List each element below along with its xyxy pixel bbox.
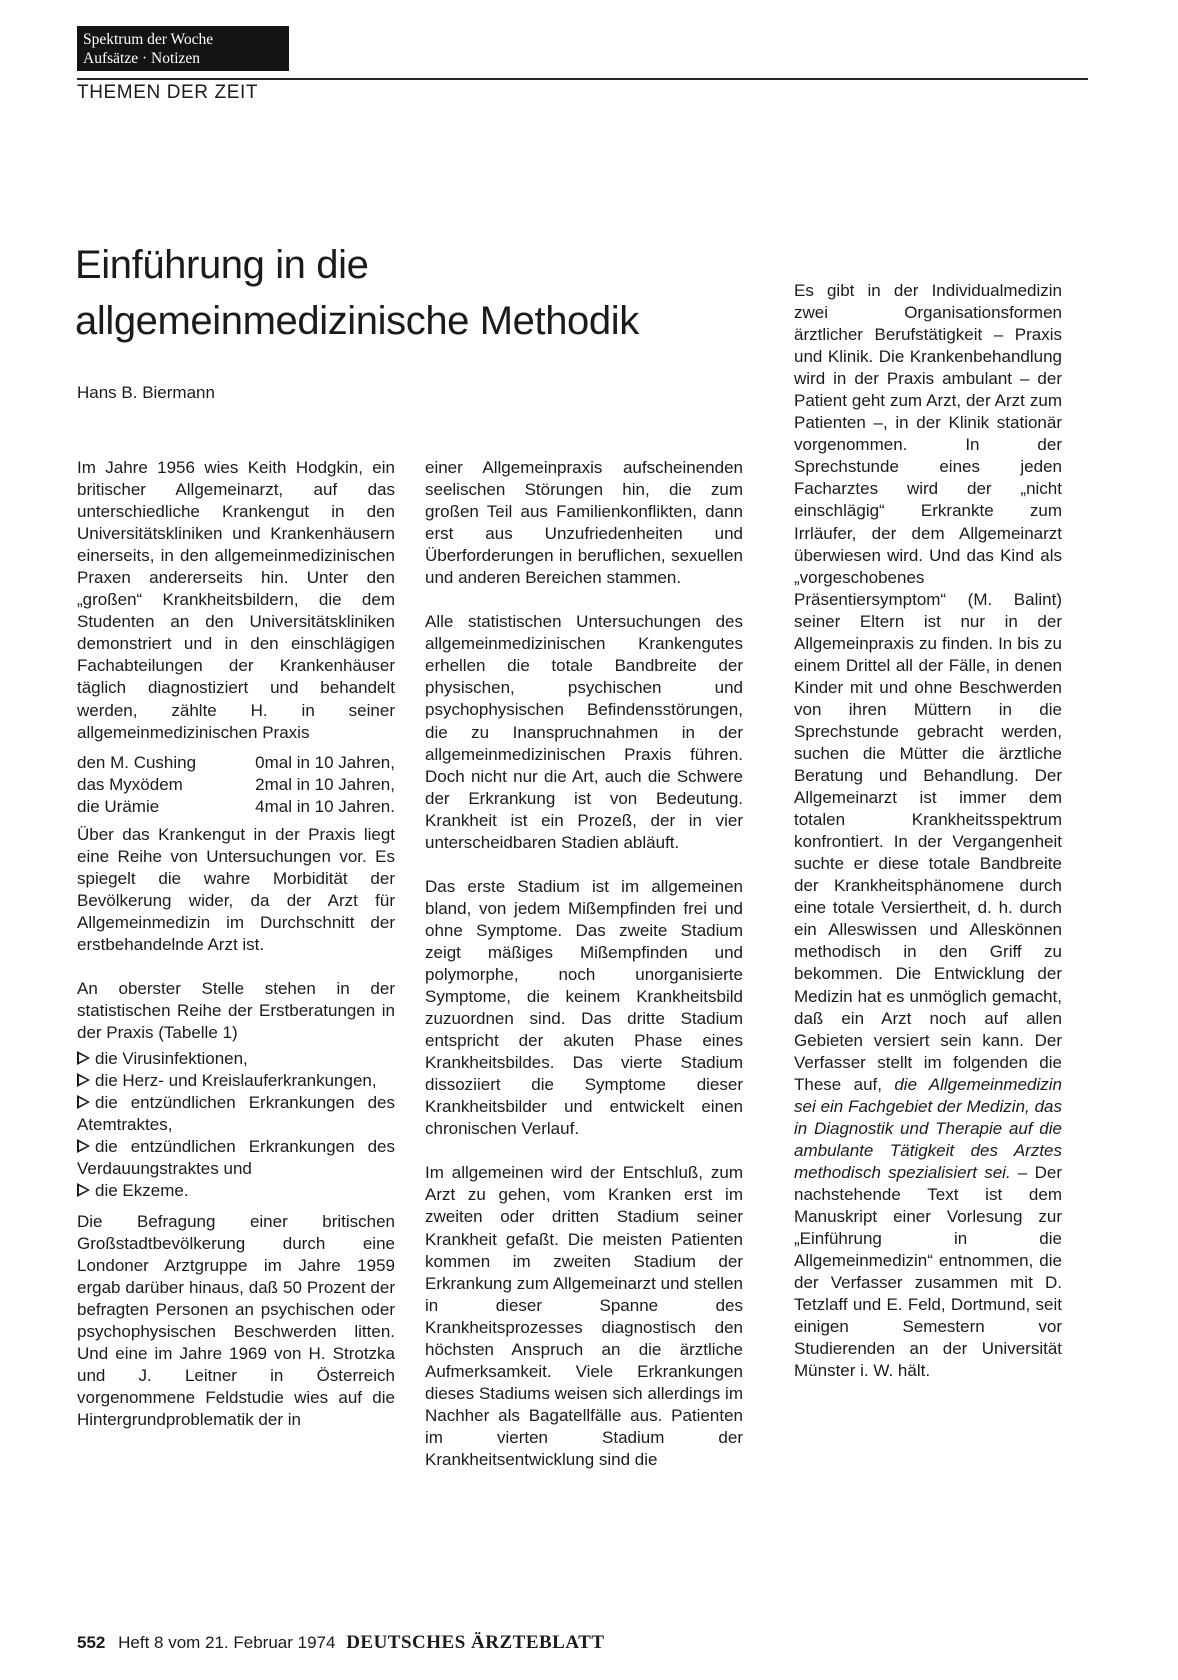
col2-paragraph-1: einer Allgemeinpraxis aufscheinenden seelischen Störungen hin, die zum großen Teil aus Familienkonflikten, dann erst aus Unzufriedenheiten und Überforderungen in beruflichen, sexuellen und anderen Bereichen stammen. xyxy=(425,458,743,588)
section-label: THEMEN DER ZEIT xyxy=(77,82,259,103)
header-rule xyxy=(77,78,1088,80)
page-footer xyxy=(77,1632,605,1654)
col1-paragraph-2: Über das Krankengut in der Praxis liegt eine Reihe von Untersuchungen vor. Es spiegelt die wahre Morbidität der Bevölkerung wider, da der Arzt für Allgemeinmedizin im Durchschnitt der erstbehandelnde Arzt ist. xyxy=(77,824,395,954)
col1-paragraph-1: Im Jahre 1956 wies Keith Hodgkin, ein britischer Allgemeinarzt, auf das unterschiedliche Krankengut in den Universitätskliniken und Krankenhäusern einerseits, in den allgemeinmedizinischen Praxen andererseits hin. Unter den „großen“ Krankheitsbildern, die dem Studenten an den Universitätskliniken demonstriert und in den einschlägigen Fachabteilungen der Krankenhäuser täglich diagnostiziert und behandelt werden, zählte H. in seiner allgemeinmedizinischen Praxis xyxy=(77,458,395,742)
list-item: die Ekzeme. xyxy=(77,1180,395,1202)
title-line-1: Einführung in die xyxy=(75,243,369,287)
list-item: die Herz- und Kreislauferkrankungen, xyxy=(77,1070,395,1092)
col3-text-end: – Der nachstehende Text ist dem Manuskript einer Vorlesung zur „Einführung in die Allgemeinmedizin“ entnommen, die der Verfasser zusammen mit D. Tetzlaff und E. Feld, Dortmund, seit einigen Semestern vor Studierenden an der Universität Münster i. W. hält. xyxy=(794,1162,1062,1381)
table-cell-disease: das Myxödem xyxy=(77,774,183,794)
triangle-bullet-icon xyxy=(77,1073,90,1087)
col3-text-start: Es gibt in der Individualmedizin zwei Organisationsformen ärztlicher Berufstätigkeit – Praxis und Klinik. Die Krankenbehandlung wird in der Praxis ambulant – der Patient geht zum Arzt, der Arzt zum Patienten –, in der Klinik stationär vorgenommen. In der Sprechstunde eines jeden Facharztes wird der „nicht einschlägig“ Erkrankte zum Irrläufer, der dem Allgemeinarzt überwiesen wird. Und das Kind als „vorgeschobenes Präsentiersymptom“ (M. Balint) seiner Eltern ist nur in der Allgemeinpraxis zu finden. In bis zu einem Drittel all der Fälle, in denen Kinder mit und ohne Beschwerden von ihren Müttern in die Sprechstunde gebracht werden, suchen die Mütter die ärztliche Beratung und Behandlung. Der Allgemeinarzt ist immer dem totalen Krankheitsspektrum konfrontiert. In der Vergangenheit suchte er diese totale Bandbreite der Krankheitsphänomene durch eine totale Versiertheit, d. h. durch ein Alleswissen und Alleskönnen methodisch in den Griff zu bekommen. Die Entwicklung der Medizin hat es unmöglich gemacht, daß ein Arzt noch auf allen Gebieten versiert sein kann. Der Verfasser stellt im folgenden die These auf, xyxy=(794,281,1062,1094)
col2-paragraph-3: Das erste Stadium ist im allgemeinen bland, von jedem Mißempfinden frei und ohne Symptome. Das zweite Stadium zeigt mäßiges Mißempfinden und polymorphe, noch unorganisierte Symptome, die keinem Krankheitsbild zuzuordnen sind. Das dritte Stadium entspricht der akuten Phase eines Krankheitsbildes. Das vierte Stadium dissoziiert die Symptome dieser Krankheitsbilder und entwickelt einen chronischen Verlauf. xyxy=(425,876,743,1139)
triangle-bullet-icon xyxy=(77,1051,90,1065)
col2-paragraph-2: Alle statistischen Untersuchungen des allgemeinmedizinischen Krankengutes erhellen die totale Bandbreite der physischen, psychischen und psychophysischen Befindensstörungen, die zu Inanspruchnahmen in der allgemeinmedizinischen Praxis führen. Doch nicht nur die Art, auch die Schwere der Erkrankung ist von Bedeutung. Krankheit ist ein Prozeß, der in vier unterscheidbaren Stadien abläuft. xyxy=(425,612,743,852)
page-number: 552 xyxy=(77,1633,106,1652)
table-row xyxy=(77,752,395,774)
table-cell-disease: den M. Cushing xyxy=(77,752,197,772)
col2-paragraph-4: Im allgemeinen wird der Entschluß, zum Arzt zu gehen, vom Kranken erst im zweiten oder dritten Stadium seiner Krankheit gefaßt. Die meisten Patienten kommen im zweiten Stadium der Erkrankung zum Allgemeinarzt und stellen in dieser Spanne des Krankheitsprozesses diagnostisch den höchsten Anspruch an die ärztliche Aufmerksamkeit. Viele Erkrankungen dieses Stadiums weisen sich allerdings im Nachher als Bagatellfälle aus. Patienten im vierten Stadium der Krankheitsentwicklung sind die xyxy=(425,1163,743,1469)
column-3 xyxy=(794,280,1062,1404)
table-cell-disease: die Urämie xyxy=(77,796,160,816)
col1-paragraph-4: Die Befragung einer britischen Großstadtbevölkerung durch eine Londoner Arztgruppe im Jahre 1959 ergab darüber hinaus, daß 50 Prozent der befragten Personen an psychischen oder psychophysischen Beschwerden litten. Und eine im Jahre 1969 von H. Strotzka und J. Leitner in Österreich vorgenommene Feldstudie wies auf die Hintergrundproblematik der in xyxy=(77,1211,395,1429)
journal-name: DEUTSCHES ÄRZTEBLATT xyxy=(346,1632,605,1653)
table-cell-count: 4mal in 10 Jahren. xyxy=(255,796,395,816)
badge-line-1: Spektrum der Woche xyxy=(83,31,214,48)
table-cell-count: 0mal in 10 Jahren, xyxy=(255,752,395,772)
author: Hans B. Biermann xyxy=(77,383,215,402)
column-2 xyxy=(425,457,743,1493)
list-item: die entzündlichen Erkrankungen des Verdauungstraktes und xyxy=(77,1137,395,1179)
col1-paragraph-3: An oberster Stelle stehen in der statistischen Reihe der Erstberatungen in der Praxis (Tabelle 1) xyxy=(77,979,395,1043)
badge-line-2: Aufsätze · Notizen xyxy=(83,50,201,67)
table-row xyxy=(77,774,395,796)
statistics-table xyxy=(77,752,395,818)
list-item: die entzündlichen Erkrankungen des Atemtraktes, xyxy=(77,1093,395,1135)
triangle-bullet-icon xyxy=(77,1139,90,1153)
article-title xyxy=(75,237,765,349)
triangle-bullet-icon xyxy=(77,1183,90,1197)
bullet-list xyxy=(77,1048,395,1202)
issue-info: Heft 8 vom 21. Februar 1974 xyxy=(118,1633,336,1652)
table-row xyxy=(77,796,395,818)
col3-thesis-italic: die Allgemeinmedizin sei ein Fachgebiet der Medizin, das in Diagnostik und Therapie auf die ambulante Tätigkeit des Arztes methodisch spezialisiert sei. xyxy=(794,1074,1062,1182)
section-badge xyxy=(77,26,289,71)
table-cell-count: 2mal in 10 Jahren, xyxy=(255,774,395,794)
title-line-2: allgemeinmedizinische Methodik xyxy=(75,299,639,343)
list-item: die Virusinfektionen, xyxy=(77,1048,395,1070)
column-1 xyxy=(77,457,395,1453)
col3-paragraph xyxy=(794,280,1062,1382)
triangle-bullet-icon xyxy=(77,1095,90,1109)
